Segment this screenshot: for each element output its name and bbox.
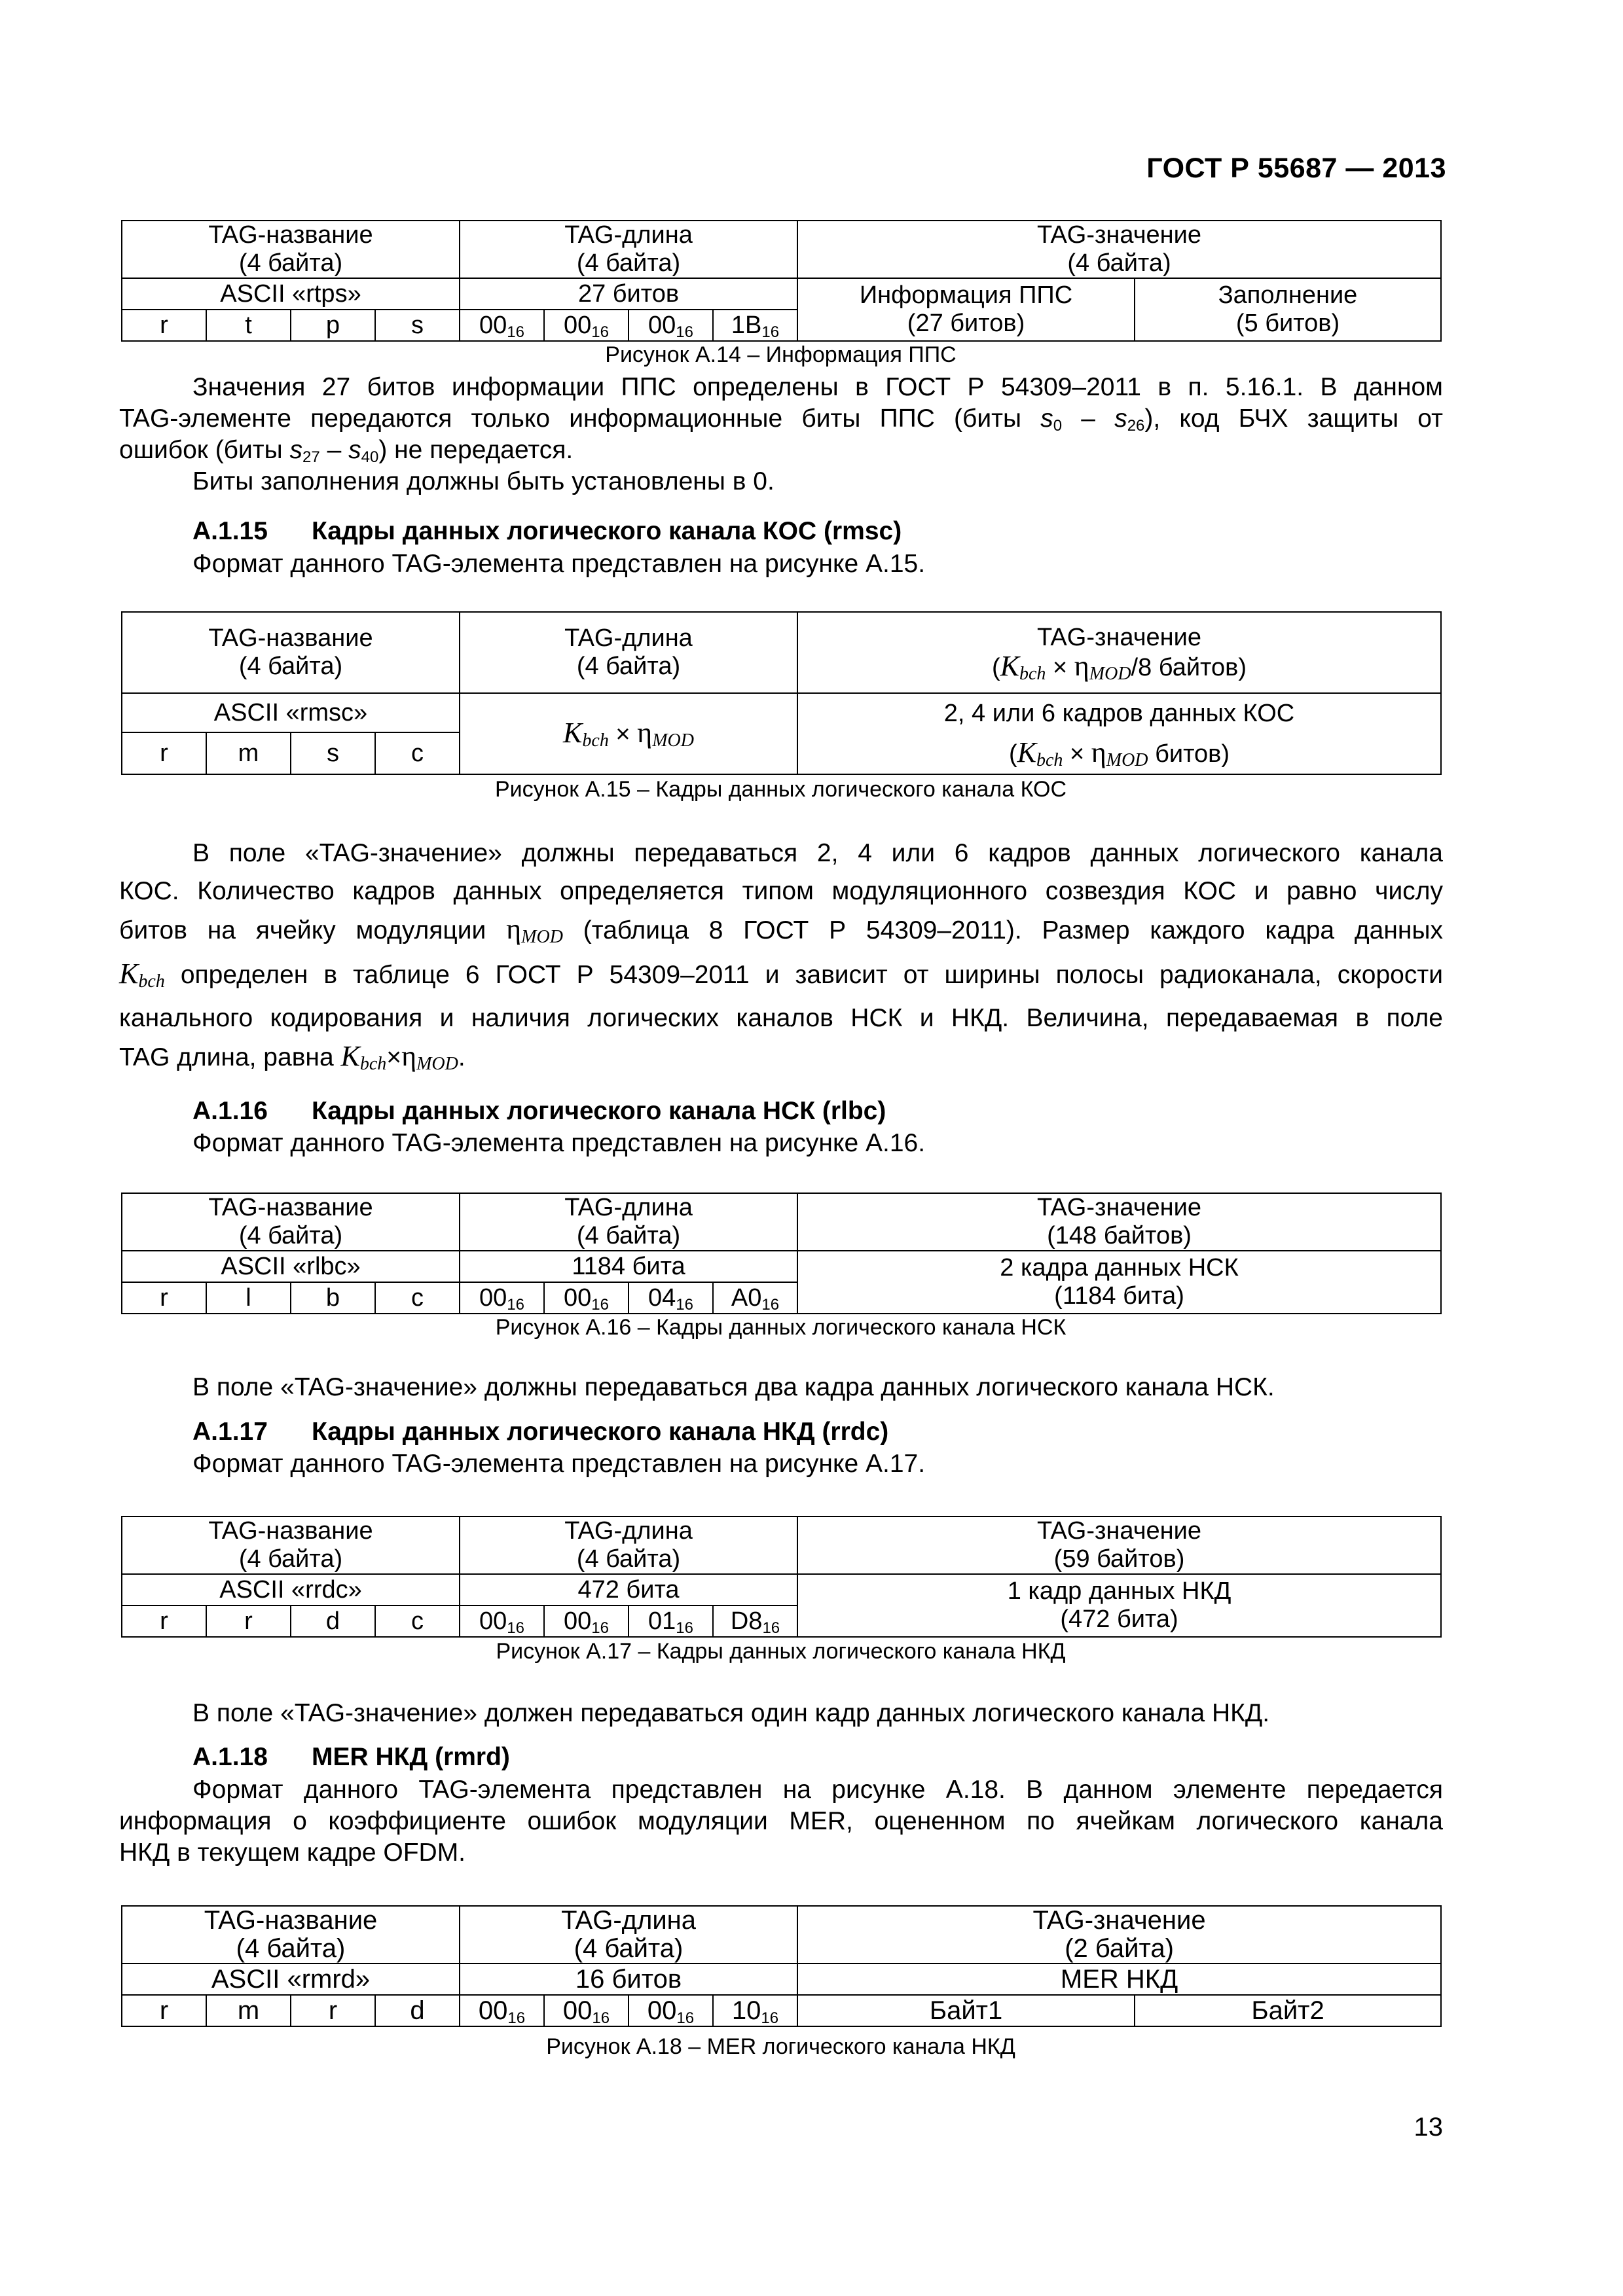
char-cell: r	[291, 1995, 375, 2026]
tag-length-header: TAG-длина (4 байта)	[460, 221, 797, 278]
length-byte-cell: $1B_{16}$	[713, 310, 797, 341]
char-cell: r	[122, 1995, 206, 2026]
section-a115-heading: А.1.15 Кадры данных логического канала КОС (rmsc)	[192, 517, 902, 545]
length-byte-cell: $10_{16}$	[713, 1995, 797, 2026]
char-cell: r	[122, 310, 206, 341]
paragraph-a17: В поле «TAG-значение» должен передаваться один кадр данных логического канала НКД.	[192, 1699, 1270, 1727]
tag-name-header: TAG-название (4 байта)	[122, 1516, 460, 1574]
char-cell: b	[291, 1282, 375, 1314]
length-text-cell: 16 битов	[460, 1964, 797, 1995]
paragraph-a18: Формат данного TAG-элемента представлен на рисунке А.18. В данном элементе передается информация о коэффициенте ошибок модуляции MER, оцененном по ячейкам логического канала НКД в текущем кадре OFDM.	[119, 1776, 1443, 1867]
length-formula-cell: $K_{bch} \times \eta_{MOD}$	[460, 693, 797, 774]
length-byte-cell: $00_{16}$	[629, 1995, 713, 2026]
length-byte-cell: $00_{16}$	[460, 310, 544, 341]
section-a117-intro: Формат данного TAG-элемента представлен на рисунке А.17.	[192, 1450, 926, 1478]
char-cell: d	[291, 1605, 375, 1637]
padding-cell: Заполнение (5 битов)	[1135, 278, 1441, 341]
ascii-cell: ASCII «rmrd»	[122, 1964, 460, 1995]
value-cell: 2 кадра данных НСК (1184 бита)	[797, 1251, 1441, 1314]
char-cell: s	[291, 732, 375, 774]
char-cell: c	[375, 1282, 460, 1314]
section-a116-heading: А.1.16 Кадры данных логического канала НСК (rlbc)	[192, 1097, 886, 1125]
ascii-cell: ASCII «rlbc»	[122, 1251, 460, 1282]
char-cell: c	[375, 732, 460, 774]
figure-a16-table	[121, 1193, 1442, 1314]
char-cell: c	[375, 1605, 460, 1637]
tag-value-header: TAG-значение (59 байтов)	[797, 1516, 1441, 1574]
value-cell: 2, 4 или 6 кадров данных КОС ($K_{bch} \times \eta_{MOD}$ битов)	[797, 693, 1441, 774]
figure-a14-caption: Рисунок А.14 – Информация ППС	[605, 342, 957, 367]
byte2-cell: Байт2	[1135, 1995, 1441, 2026]
figure-a15-caption: Рисунок А.15 – Кадры данных логического канала КОС	[494, 777, 1067, 802]
figure-a17-caption: Рисунок А.17 – Кадры данных логического канала НКД	[496, 1639, 1066, 1664]
byte1-cell: Байт1	[797, 1995, 1135, 2026]
length-byte-cell: $04_{16}$	[629, 1282, 713, 1314]
section-a116-intro: Формат данного TAG-элемента представлен на рисунке А.16.	[192, 1129, 926, 1157]
tag-length-header: TAG-длина (4 байта)	[460, 612, 797, 693]
section-a115-intro: Формат данного TAG-элемента представлен на рисунке А.15.	[192, 550, 926, 578]
document-id: ГОСТ Р 55687 — 2013	[1146, 152, 1446, 184]
length-byte-cell: $D8_{16}$	[713, 1605, 797, 1637]
paragraph-a14: Значения 27 битов информации ППС определены в ГОСТ Р 54309–2011 в п. 5.16.1. В данном TAG-элементе передаются только информационные биты ППС (биты $s_0 - s_{26}$), код БЧХ защиты от ошибок (биты $s_{27} - s_{40}$) не передается. Биты заполнения должны быть установлены в 0.	[119, 373, 1443, 495]
ascii-cell: ASCII «rmsc»	[122, 693, 460, 732]
length-byte-cell: $00_{16}$	[544, 1995, 629, 2026]
length-byte-cell: $00_{16}$	[544, 1605, 629, 1637]
char-cell: r	[122, 1282, 206, 1314]
length-byte-cell: $A0_{16}$	[713, 1282, 797, 1314]
length-byte-cell: $00_{16}$	[460, 1605, 544, 1637]
info-pps-cell: Информация ППС (27 битов)	[797, 278, 1135, 341]
length-byte-cell: $00_{16}$	[460, 1282, 544, 1314]
tag-name-header: TAG-название (4 байта)	[122, 1193, 460, 1251]
char-cell: l	[206, 1282, 291, 1314]
figure-a14-table	[121, 220, 1442, 342]
paragraph-a15: В поле «TAG-значение» должны передаваться 2, 4 или 6 кадров данных логического канала КОС. Количество кадров данных определяется типом модуляционного созвездия КОС и равно числу битов на ячейку модуляции $\eta_{MOD}$ (таблица 8 ГОСТ Р 54309–2011). Размер каждого кадра данных $K_{bch}$ определен в таблице 6 ГОСТ Р 54309–2011 и зависит от ширины полосы радиоканала, скорости канального кодирования и наличия логических каналов НСК и НКД. Величина, передаваемая в поле TAG длина, равна $K_{bch}\times\eta_{MOD}$.	[119, 839, 1443, 1074]
char-cell: r	[122, 1605, 206, 1637]
length-byte-cell: $00_{16}$	[629, 310, 713, 341]
char-cell: s	[375, 310, 460, 341]
tag-value-header: TAG-значение ($K_{bch} \times \eta_{MOD}/8$ байтов)	[797, 612, 1441, 693]
tag-value-header: TAG-значение (2 байта)	[797, 1906, 1441, 1964]
tag-length-header: TAG-длина (4 байта)	[460, 1906, 797, 1964]
tag-length-header: TAG-длина (4 байта)	[460, 1193, 797, 1251]
ascii-cell: ASCII «rtps»	[122, 278, 460, 310]
paragraph-a16: В поле «TAG-значение» должны передаваться два кадра данных логического канала НСК.	[192, 1373, 1275, 1401]
page-number: 13	[1413, 2113, 1443, 2142]
figure-a18-table	[121, 1905, 1442, 2027]
tag-name-header: TAG-название (4 байта)	[122, 221, 460, 278]
figure-a18-caption: Рисунок А.18 – MER логического канала НКД	[546, 2034, 1015, 2059]
section-a117-heading: А.1.17 Кадры данных логического канала НКД (rrdc)	[192, 1418, 889, 1446]
char-cell: p	[291, 310, 375, 341]
length-byte-cell: $00_{16}$	[544, 1282, 629, 1314]
tag-name-header: TAG-название (4 байта)	[122, 612, 460, 693]
value-cell: 1 кадр данных НКД (472 бита)	[797, 1574, 1441, 1637]
length-byte-cell: $00_{16}$	[460, 1995, 544, 2026]
tag-value-header: TAG-значение (4 байта)	[797, 221, 1441, 278]
section-a118-heading: А.1.18 MER НКД (rmrd)	[192, 1743, 510, 1771]
tag-length-header: TAG-длина (4 байта)	[460, 1516, 797, 1574]
char-cell: r	[206, 1605, 291, 1637]
ascii-cell: ASCII «rrdc»	[122, 1574, 460, 1605]
char-cell: d	[375, 1995, 460, 2026]
length-byte-cell: $01_{16}$	[629, 1605, 713, 1637]
length-text-cell: 27 битов	[460, 278, 797, 310]
tag-name-header: TAG-название (4 байта)	[122, 1906, 460, 1964]
char-cell: r	[122, 732, 206, 774]
figure-a17-table	[121, 1516, 1442, 1638]
char-cell: t	[206, 310, 291, 341]
length-text-cell: 472 бита	[460, 1574, 797, 1605]
mer-title-cell: MER НКД	[797, 1964, 1441, 1995]
tag-value-header: TAG-значение (148 байтов)	[797, 1193, 1441, 1251]
length-byte-cell: $00_{16}$	[544, 310, 629, 341]
char-cell: m	[206, 1995, 291, 2026]
figure-a16-caption: Рисунок А.16 – Кадры данных логического канала НСК	[495, 1315, 1067, 1340]
figure-a15-table	[121, 611, 1442, 775]
length-text-cell: 1184 бита	[460, 1251, 797, 1282]
char-cell: m	[206, 732, 291, 774]
